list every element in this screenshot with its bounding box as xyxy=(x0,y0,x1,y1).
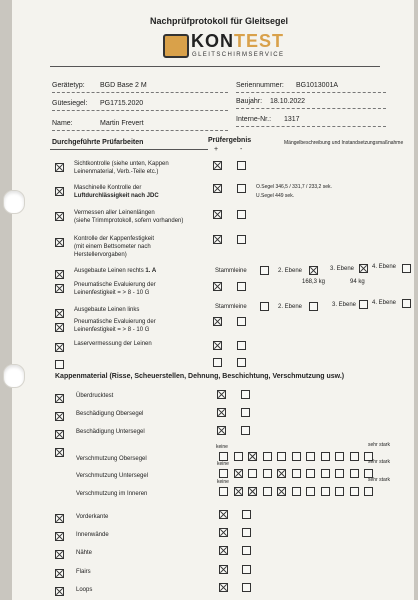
rechts-pneu-minus[interactable] xyxy=(237,282,246,291)
rechts-stammleine: Stammleine xyxy=(215,268,247,274)
kappe-item-2-minus[interactable] xyxy=(242,528,251,537)
rechts-ebene2-box[interactable] xyxy=(309,266,318,275)
section2-header: Kappenmaterial (Risse, Scheuerstellen, Dehnung, Beschichtung, Verschmutzung usw.) xyxy=(55,373,345,380)
kappe-item-5-label: Loops xyxy=(76,587,93,593)
rechts-ebene3-box[interactable] xyxy=(359,264,368,273)
obersegel-damage-plus[interactable] xyxy=(217,408,226,417)
minus-label: - xyxy=(240,146,243,153)
rechts-ebene2: 2. Ebene xyxy=(278,268,303,274)
geraetetyp-label: Gerätetyp: xyxy=(52,82,85,89)
dirt-3-level-1[interactable] xyxy=(219,487,228,496)
section1-rule xyxy=(50,149,208,150)
scale-high-2: sehr stark xyxy=(368,459,390,465)
result-header: Prüfergebnis xyxy=(208,137,252,144)
dirt-2-level-8[interactable] xyxy=(321,469,330,478)
baujahr-label: Baujahr: xyxy=(236,98,263,105)
logo-emblem-icon xyxy=(163,34,189,58)
item2-minus[interactable] xyxy=(237,184,246,193)
laser-checkbox[interactable] xyxy=(55,343,64,352)
dirt-label-3: Verschmutzung im Inneren xyxy=(76,491,148,497)
kappe-item-4-checkbox[interactable] xyxy=(55,569,64,578)
dirt-3-level-9[interactable] xyxy=(335,487,344,496)
item2-line1: Maschinelle Kontrolle der xyxy=(74,185,142,191)
ueberdruck-minus[interactable] xyxy=(241,390,250,399)
dirt-2-level-9[interactable] xyxy=(335,469,344,478)
dirt-3-level-10[interactable] xyxy=(350,487,359,496)
item1-line2: Leinenmaterial, Verb.-Teile etc.) xyxy=(74,169,159,175)
rechts-pneu2: Leinenfestigkeit = > 8 - 10 G xyxy=(74,290,150,296)
kappe-item-4-minus[interactable] xyxy=(242,565,251,574)
rechts-label xyxy=(74,268,156,274)
dirt-2-level-1[interactable] xyxy=(219,469,228,478)
dirt-label-2: Verschmutzung Untersegel xyxy=(76,473,149,479)
dirt-3-level-5[interactable] xyxy=(277,487,286,496)
links-stammleine: Stammleine xyxy=(215,304,247,310)
ueberdruck-checkbox[interactable] xyxy=(55,394,64,403)
kappe-item-1-minus[interactable] xyxy=(242,510,251,519)
section1-header: Durchgeführte Prüfarbeiten xyxy=(52,139,144,146)
links-ebene3: 3. Ebene xyxy=(332,302,357,308)
rechts-pneu-checkbox[interactable] xyxy=(55,284,64,293)
dirt-2-level-6[interactable] xyxy=(292,469,301,478)
kappe-item-1-plus[interactable] xyxy=(219,510,228,519)
laser-minus[interactable] xyxy=(237,341,246,350)
obersegel-damage-minus[interactable] xyxy=(241,408,250,417)
kappe-item-3-minus[interactable] xyxy=(242,546,251,555)
item3-checkbox[interactable] xyxy=(55,212,64,221)
logo-subtitle: GLEITSCHIRMSERVICE xyxy=(192,52,285,58)
item2-plus[interactable] xyxy=(213,184,222,193)
rechts-pneu-plus[interactable] xyxy=(213,282,222,291)
kappe-item-4-label: Flairs xyxy=(76,569,91,575)
kappe-item-5-minus[interactable] xyxy=(242,583,251,592)
ueberdruck-plus[interactable] xyxy=(217,390,226,399)
dirt-label-1: Verschmutzung Obersegel xyxy=(76,456,147,462)
page-title: Nachprüfprotokoll für Gleitsegel xyxy=(150,16,289,26)
links-pneu-checkbox[interactable] xyxy=(55,323,64,332)
links-label-text: Ausgebaute Leinen links xyxy=(74,307,140,313)
item1-checkbox[interactable] xyxy=(55,163,64,172)
kappe-item-4-plus[interactable] xyxy=(219,565,228,574)
dirt-2-level-4[interactable] xyxy=(263,469,272,478)
seriennummer-label: Seriennummer: xyxy=(236,82,284,89)
rechts-label-text: Ausgebaute Leinen rechts xyxy=(74,268,144,274)
item4-line1: Kontrolle der Kappenfestigkeit xyxy=(74,236,155,242)
item1-line1: Sichtkontrolle (siehe unten, Kappen xyxy=(74,161,169,167)
links-pneu1: Pneumatische Evaluierung der xyxy=(74,319,156,325)
logo-text xyxy=(191,31,284,52)
empty-minus[interactable] xyxy=(237,358,246,367)
obersegel-damage-checkbox[interactable] xyxy=(55,412,64,421)
kappe-item-5-plus[interactable] xyxy=(219,583,228,592)
name-label: Name: xyxy=(52,120,73,127)
name-value: Martin Frevert xyxy=(100,120,144,127)
logo-test: TEST xyxy=(234,31,285,51)
empty-plus[interactable] xyxy=(213,358,222,367)
rechts-pneu1: Pneumatische Evaluierung der xyxy=(74,282,156,288)
kappe-item-1-label: Vorderkante xyxy=(76,514,109,520)
punch-hole-bottom xyxy=(3,364,25,388)
dirt-2-level-5[interactable] xyxy=(277,469,286,478)
dirt-3-level-6[interactable] xyxy=(292,487,301,496)
kappe-item-2-checkbox[interactable] xyxy=(55,532,64,541)
dirt-1-level-3[interactable] xyxy=(248,452,257,461)
empty-checkbox[interactable] xyxy=(55,360,64,369)
links-ebene2: 2. Ebene xyxy=(278,304,303,310)
rechts-value1: 168,3 kg xyxy=(302,279,326,285)
rechts-ebene3: 3. Ebene xyxy=(330,266,355,272)
untersegel-damage-checkbox[interactable] xyxy=(55,430,64,439)
dirt-3-level-3[interactable] xyxy=(248,487,257,496)
kappe-item-5-checkbox[interactable] xyxy=(55,587,64,596)
kappe-item-3-checkbox[interactable] xyxy=(55,550,64,559)
dirt-1-level-5[interactable] xyxy=(277,452,286,461)
links-checkbox[interactable] xyxy=(55,309,64,318)
dirt-2-level-3[interactable] xyxy=(248,469,257,478)
dirt-3-level-11[interactable] xyxy=(364,487,373,496)
dirt-1-level-9[interactable] xyxy=(335,452,344,461)
geraetetyp-value: BGD Base 2 M xyxy=(100,82,147,89)
item2-note2: U.Segel 449 sek. xyxy=(256,193,295,199)
dirt-2-level-2[interactable] xyxy=(234,469,243,478)
links-pneu-plus[interactable] xyxy=(213,317,222,326)
item3-plus[interactable] xyxy=(213,210,222,219)
dirt-1-level-7[interactable] xyxy=(306,452,315,461)
kappe-item-3-plus[interactable] xyxy=(219,546,228,555)
dirt-3-level-7[interactable] xyxy=(306,487,315,496)
plus-label: + xyxy=(214,146,219,153)
punch-hole-top xyxy=(3,190,25,214)
kappe-item-2-plus[interactable] xyxy=(219,528,228,537)
dirt-2-level-7[interactable] xyxy=(306,469,315,478)
item2-note1: O.Segel 346,5 / 331,7 / 233,2 sek. xyxy=(256,184,332,190)
ueberdruck-label: Überdrucktest xyxy=(76,393,114,399)
dirt-2-level-10[interactable] xyxy=(350,469,359,478)
scale-low-1: keine xyxy=(216,444,228,450)
obersegel-damage-label: Beschädigung Obersegel xyxy=(76,411,144,417)
scale-high-3: sehr stark xyxy=(368,477,390,483)
rechts-value2: 94 kg xyxy=(350,279,365,285)
seriennummer-value: BG1013001A xyxy=(296,82,339,89)
links-ebene2-box[interactable] xyxy=(309,302,318,311)
rechts-checkbox[interactable] xyxy=(55,270,64,279)
scale-high-1: sehr stark xyxy=(368,442,390,448)
item4-line2: (mit einem Bettsometer nach xyxy=(74,244,151,250)
dirt-3-level-8[interactable] xyxy=(321,487,330,496)
item2-checkbox[interactable] xyxy=(55,187,64,196)
dirt-1-level-8[interactable] xyxy=(321,452,330,461)
dirt-1-level-2[interactable] xyxy=(234,452,243,461)
laser-plus[interactable] xyxy=(213,341,222,350)
item4-checkbox[interactable] xyxy=(55,238,64,247)
item3-line2: (siehe Trimmprotokoll, sofern vorhanden) xyxy=(74,218,184,224)
untersegel-damage-label: Beschädigung Untersegel xyxy=(76,429,145,435)
dirt-1-level-1[interactable] xyxy=(219,452,228,461)
dirt-1-level-4[interactable] xyxy=(263,452,272,461)
interne-value: 1317 xyxy=(284,116,300,123)
rechts-stammleine-box[interactable] xyxy=(260,266,269,275)
rechts-ebene4-box[interactable] xyxy=(402,264,411,273)
item4-plus[interactable] xyxy=(213,235,222,244)
links-ebene4-box[interactable] xyxy=(402,299,411,308)
links-label xyxy=(74,307,139,313)
guetesiegel-value: PG1715.2020 xyxy=(100,100,144,107)
links-stammleine-box[interactable] xyxy=(260,302,269,311)
rechts-ebene4: 4. Ebene xyxy=(372,264,397,270)
links-ebene3-box[interactable] xyxy=(359,300,368,309)
links-pneu-minus[interactable] xyxy=(237,317,246,326)
dirt-1-level-6[interactable] xyxy=(292,452,301,461)
interne-label: Interne-Nr.: xyxy=(236,116,272,123)
untersegel-damage-plus[interactable] xyxy=(217,426,226,435)
dirt-checkbox[interactable] xyxy=(55,448,64,457)
untersegel-damage-minus[interactable] xyxy=(241,426,250,435)
laser-label: Laservermessung der Leinen xyxy=(74,341,152,347)
dirt-3-level-4[interactable] xyxy=(263,487,272,496)
guetesiegel-label: Gütesiegel: xyxy=(52,100,88,107)
item1-minus[interactable] xyxy=(237,161,246,170)
dirt-3-level-2[interactable] xyxy=(234,487,243,496)
baujahr-value: 18.10.2022 xyxy=(270,98,306,105)
remarks-header: Mängelbeschreibung und Instandsetzungsmaßnahme xyxy=(284,140,404,146)
item4-line3: Herstellervorgaben) xyxy=(74,252,127,258)
kappe-item-1-checkbox[interactable] xyxy=(55,514,64,523)
item3-minus[interactable] xyxy=(237,210,246,219)
scale-low-2: keine xyxy=(217,461,229,467)
item3-line1: Vermessen aller Leinenlängen xyxy=(74,210,155,216)
rechts-suffix: 1. A xyxy=(145,268,157,274)
protocol-page xyxy=(12,0,414,600)
links-pneu2: Leinenfestigkeit = > 8 - 10 G xyxy=(74,327,150,333)
item4-minus[interactable] xyxy=(237,235,246,244)
logo-kon: KON xyxy=(191,31,234,51)
scale-low-3: keine xyxy=(217,479,229,485)
header-rule xyxy=(50,66,380,67)
links-ebene4: 4. Ebene xyxy=(372,300,397,306)
kappe-item-2-label: Innenwände xyxy=(76,532,109,538)
kappe-item-3-label: Nähte xyxy=(76,550,93,556)
item2-line2: Luftdurchlässigkeit nach JDC xyxy=(74,193,159,199)
item1-plus[interactable] xyxy=(213,161,222,170)
dirt-1-level-10[interactable] xyxy=(350,452,359,461)
